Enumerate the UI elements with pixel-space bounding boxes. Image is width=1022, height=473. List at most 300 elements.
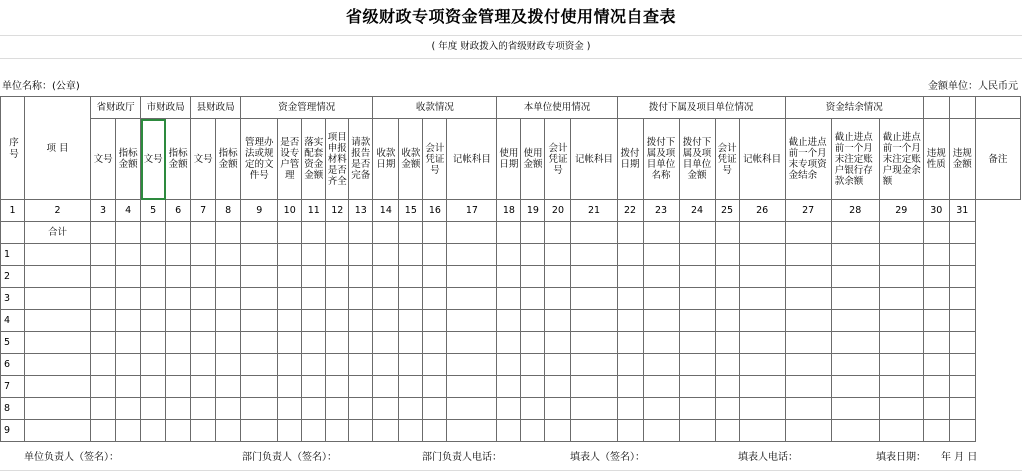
table-cell[interactable] [923, 222, 949, 244]
sub-header[interactable]: 备注 [975, 119, 1020, 200]
table-cell[interactable] [785, 332, 831, 354]
group-county-finance[interactable]: 县财政局 [191, 97, 241, 119]
table-cell[interactable] [923, 376, 949, 398]
table-cell[interactable] [191, 222, 216, 244]
table-cell[interactable] [216, 398, 241, 420]
header-cell[interactable] [923, 97, 949, 119]
table-cell[interactable] [302, 398, 326, 420]
sub-header[interactable]: 指标金额 [116, 119, 141, 200]
table-cell[interactable] [617, 354, 643, 376]
table-cell[interactable] [191, 376, 216, 398]
row-number-cell[interactable]: 9 [1, 420, 25, 442]
table-cell[interactable] [373, 332, 399, 354]
table-cell[interactable] [91, 376, 116, 398]
table-cell[interactable] [739, 354, 785, 376]
table-cell[interactable] [25, 354, 91, 376]
table-cell[interactable] [116, 332, 141, 354]
table-cell[interactable] [241, 266, 278, 288]
table-cell[interactable] [399, 222, 423, 244]
table-cell[interactable] [423, 420, 447, 442]
table-cell[interactable] [785, 244, 831, 266]
table-cell[interactable] [571, 310, 617, 332]
sub-header[interactable]: 截止进点前一个月末注定账户银行存款余额 [831, 119, 879, 200]
sub-header[interactable]: 拨付日期 [617, 119, 643, 200]
table-cell[interactable] [571, 288, 617, 310]
table-cell[interactable] [679, 332, 715, 354]
table-cell[interactable] [326, 310, 349, 332]
table-cell[interactable] [617, 332, 643, 354]
table-cell[interactable] [399, 420, 423, 442]
table-cell[interactable] [278, 376, 302, 398]
table-cell[interactable] [302, 332, 326, 354]
table-cell[interactable] [399, 310, 423, 332]
table-cell[interactable] [617, 420, 643, 442]
table-cell[interactable] [373, 420, 399, 442]
table-cell[interactable] [785, 398, 831, 420]
sub-header[interactable]: 拨付下属及项目单位金额 [679, 119, 715, 200]
table-cell[interactable] [715, 332, 739, 354]
table-cell[interactable] [216, 332, 241, 354]
table-cell[interactable] [617, 266, 643, 288]
group-city-finance[interactable]: 市财政局 [141, 97, 191, 119]
table-cell[interactable] [326, 420, 349, 442]
selected-cell[interactable]: 文号 [141, 119, 166, 200]
table-cell[interactable] [923, 288, 949, 310]
sub-header[interactable]: 拨付下属及项目单位名称 [643, 119, 679, 200]
table-cell[interactable] [571, 420, 617, 442]
table-cell[interactable] [141, 420, 166, 442]
table-cell[interactable] [949, 222, 975, 244]
table-cell[interactable] [521, 310, 545, 332]
table-cell[interactable] [216, 376, 241, 398]
row-number-cell[interactable]: 7 [1, 376, 25, 398]
table-cell[interactable] [617, 376, 643, 398]
table-cell[interactable] [25, 244, 91, 266]
table-cell[interactable] [216, 244, 241, 266]
row-number-cell[interactable]: 1 [1, 244, 25, 266]
table-cell[interactable] [739, 288, 785, 310]
table-cell[interactable] [447, 332, 497, 354]
table-cell[interactable] [643, 354, 679, 376]
table-cell[interactable] [373, 266, 399, 288]
column-number-cell[interactable]: 13 [349, 200, 373, 222]
table-cell[interactable] [715, 266, 739, 288]
table-cell[interactable] [216, 266, 241, 288]
table-cell[interactable] [278, 354, 302, 376]
table-cell[interactable] [715, 288, 739, 310]
table-cell[interactable] [278, 266, 302, 288]
table-cell[interactable] [521, 398, 545, 420]
table-cell[interactable] [241, 332, 278, 354]
table-cell[interactable] [643, 420, 679, 442]
table-cell[interactable] [166, 332, 191, 354]
table-cell[interactable] [141, 376, 166, 398]
table-cell[interactable] [831, 420, 879, 442]
table-cell[interactable] [545, 244, 571, 266]
sub-header[interactable]: 收款金额 [399, 119, 423, 200]
table-cell[interactable] [617, 310, 643, 332]
table-cell[interactable] [521, 288, 545, 310]
table-cell[interactable] [545, 266, 571, 288]
table-cell[interactable] [643, 222, 679, 244]
table-cell[interactable] [423, 266, 447, 288]
table-cell[interactable] [302, 354, 326, 376]
table-cell[interactable] [923, 266, 949, 288]
table-cell[interactable] [545, 398, 571, 420]
table-cell[interactable] [785, 310, 831, 332]
table-cell[interactable] [617, 244, 643, 266]
sub-header[interactable]: 文号 [191, 119, 216, 200]
seq-header[interactable]: 序号 [1, 97, 25, 200]
table-cell[interactable] [302, 310, 326, 332]
total-label[interactable]: 合计 [25, 222, 91, 244]
table-cell[interactable] [497, 266, 521, 288]
column-number-cell[interactable]: 10 [278, 200, 302, 222]
column-number-cell[interactable]: 3 [91, 200, 116, 222]
column-number-cell[interactable]: 18 [497, 200, 521, 222]
table-cell[interactable] [399, 376, 423, 398]
table-cell[interactable] [923, 398, 949, 420]
table-cell[interactable] [447, 222, 497, 244]
table-cell[interactable] [326, 332, 349, 354]
group-prov-finance[interactable]: 省财政厅 [91, 97, 141, 119]
column-number-cell[interactable]: 9 [241, 200, 278, 222]
column-number-cell[interactable]: 2 [25, 200, 91, 222]
table-cell[interactable] [879, 310, 923, 332]
table-cell[interactable] [116, 288, 141, 310]
table-cell[interactable] [141, 354, 166, 376]
table-cell[interactable] [91, 398, 116, 420]
group-receipt[interactable]: 收款情况 [373, 97, 497, 119]
sub-header[interactable]: 指标金额 [216, 119, 241, 200]
table-cell[interactable] [715, 310, 739, 332]
table-cell[interactable] [423, 244, 447, 266]
table-cell[interactable] [349, 288, 373, 310]
table-cell[interactable] [278, 420, 302, 442]
table-cell[interactable] [25, 288, 91, 310]
table-cell[interactable] [349, 332, 373, 354]
column-number-cell[interactable]: 20 [545, 200, 571, 222]
item-header[interactable]: 项 目 [25, 97, 91, 200]
table-cell[interactable] [715, 398, 739, 420]
table-cell[interactable] [423, 354, 447, 376]
table-cell[interactable] [447, 244, 497, 266]
table-cell[interactable] [571, 398, 617, 420]
table-cell[interactable] [643, 288, 679, 310]
table-cell[interactable] [373, 244, 399, 266]
table-cell[interactable] [545, 222, 571, 244]
table-cell[interactable] [166, 398, 191, 420]
table-cell[interactable] [949, 376, 975, 398]
table-cell[interactable] [349, 222, 373, 244]
table-cell[interactable] [949, 354, 975, 376]
table-cell[interactable] [447, 310, 497, 332]
table-cell[interactable] [643, 376, 679, 398]
table-cell[interactable] [879, 332, 923, 354]
column-number-cell[interactable]: 24 [679, 200, 715, 222]
table-cell[interactable] [349, 310, 373, 332]
table-cell[interactable] [545, 332, 571, 354]
table-cell[interactable] [521, 332, 545, 354]
column-number-cell[interactable]: 19 [521, 200, 545, 222]
table-cell[interactable] [399, 244, 423, 266]
table-cell[interactable] [373, 398, 399, 420]
table-cell[interactable] [571, 222, 617, 244]
table-cell[interactable] [349, 398, 373, 420]
table-cell[interactable] [423, 398, 447, 420]
column-number-cell[interactable]: 29 [879, 200, 923, 222]
table-cell[interactable] [216, 310, 241, 332]
table-cell[interactable] [715, 420, 739, 442]
table-cell[interactable] [497, 244, 521, 266]
sub-header[interactable]: 会计凭证号 [423, 119, 447, 200]
table-cell[interactable] [521, 222, 545, 244]
column-number-cell[interactable]: 27 [785, 200, 831, 222]
sub-header[interactable]: 是否设专户管理 [278, 119, 302, 200]
header-cell[interactable] [949, 97, 975, 119]
table-cell[interactable] [25, 420, 91, 442]
table-cell[interactable] [241, 420, 278, 442]
row-number-cell[interactable]: 5 [1, 332, 25, 354]
table-cell[interactable] [166, 354, 191, 376]
table-cell[interactable] [497, 420, 521, 442]
table-cell[interactable] [923, 354, 949, 376]
table-cell[interactable] [25, 310, 91, 332]
column-number-cell[interactable]: 12 [326, 200, 349, 222]
column-number-cell[interactable]: 7 [191, 200, 216, 222]
table-cell[interactable] [949, 310, 975, 332]
table-cell[interactable] [116, 310, 141, 332]
table-cell[interactable] [241, 244, 278, 266]
table-cell[interactable] [447, 420, 497, 442]
table-cell[interactable] [739, 244, 785, 266]
table-cell[interactable] [91, 288, 116, 310]
table-cell[interactable] [25, 398, 91, 420]
table-cell[interactable] [241, 398, 278, 420]
table-cell[interactable] [326, 244, 349, 266]
table-cell[interactable] [326, 266, 349, 288]
table-cell[interactable] [349, 354, 373, 376]
table-cell[interactable] [278, 310, 302, 332]
table-cell[interactable] [447, 398, 497, 420]
table-cell[interactable] [373, 354, 399, 376]
group-balance[interactable]: 资金结余情况 [785, 97, 923, 119]
table-cell[interactable] [949, 266, 975, 288]
column-number-cell[interactable]: 6 [166, 200, 191, 222]
table-cell[interactable] [25, 266, 91, 288]
row-number-cell[interactable]: 6 [1, 354, 25, 376]
table-cell[interactable] [373, 310, 399, 332]
table-cell[interactable] [166, 244, 191, 266]
table-cell[interactable] [141, 288, 166, 310]
table-cell[interactable] [679, 376, 715, 398]
table-cell[interactable] [949, 398, 975, 420]
table-cell[interactable] [302, 420, 326, 442]
table-cell[interactable] [643, 266, 679, 288]
row-number-cell[interactable] [1, 222, 25, 244]
table-cell[interactable] [373, 288, 399, 310]
table-cell[interactable] [423, 310, 447, 332]
table-cell[interactable] [497, 310, 521, 332]
table-cell[interactable] [545, 376, 571, 398]
table-cell[interactable] [643, 244, 679, 266]
table-cell[interactable] [571, 332, 617, 354]
table-cell[interactable] [447, 288, 497, 310]
table-cell[interactable] [831, 398, 879, 420]
table-cell[interactable] [91, 420, 116, 442]
table-cell[interactable] [497, 376, 521, 398]
table-cell[interactable] [116, 266, 141, 288]
table-cell[interactable] [617, 222, 643, 244]
table-cell[interactable] [879, 354, 923, 376]
table-cell[interactable] [141, 310, 166, 332]
table-cell[interactable] [302, 288, 326, 310]
table-cell[interactable] [278, 332, 302, 354]
table-cell[interactable] [216, 222, 241, 244]
table-cell[interactable] [785, 222, 831, 244]
table-cell[interactable] [25, 332, 91, 354]
table-cell[interactable] [191, 288, 216, 310]
table-cell[interactable] [216, 288, 241, 310]
table-cell[interactable] [241, 288, 278, 310]
table-cell[interactable] [831, 332, 879, 354]
table-cell[interactable] [831, 266, 879, 288]
table-cell[interactable] [679, 244, 715, 266]
table-cell[interactable] [141, 244, 166, 266]
column-number-cell[interactable]: 14 [373, 200, 399, 222]
table-cell[interactable] [302, 266, 326, 288]
table-cell[interactable] [715, 244, 739, 266]
table-cell[interactable] [679, 222, 715, 244]
table-cell[interactable] [739, 398, 785, 420]
table-cell[interactable] [679, 288, 715, 310]
row-number-cell[interactable]: 2 [1, 266, 25, 288]
table-cell[interactable] [545, 288, 571, 310]
table-cell[interactable] [191, 354, 216, 376]
table-cell[interactable] [447, 376, 497, 398]
table-cell[interactable] [349, 266, 373, 288]
table-cell[interactable] [191, 266, 216, 288]
table-cell[interactable] [116, 354, 141, 376]
table-cell[interactable] [521, 420, 545, 442]
column-number-cell[interactable]: 11 [302, 200, 326, 222]
table-cell[interactable] [879, 244, 923, 266]
table-cell[interactable] [399, 332, 423, 354]
table-cell[interactable] [679, 354, 715, 376]
group-allocate-lower[interactable]: 拨付下属及项目单位情况 [617, 97, 785, 119]
table-cell[interactable] [302, 244, 326, 266]
table-cell[interactable] [191, 398, 216, 420]
table-cell[interactable] [785, 376, 831, 398]
table-cell[interactable] [399, 288, 423, 310]
row-number-cell[interactable]: 3 [1, 288, 25, 310]
table-cell[interactable] [91, 222, 116, 244]
column-number-cell[interactable]: 30 [923, 200, 949, 222]
column-number-cell[interactable]: 1 [1, 200, 25, 222]
table-cell[interactable] [497, 398, 521, 420]
sub-header[interactable]: 管理办法或规定的文件号 [241, 119, 278, 200]
table-cell[interactable] [373, 222, 399, 244]
table-cell[interactable] [715, 354, 739, 376]
table-cell[interactable] [278, 222, 302, 244]
sub-header[interactable]: 落实配套资金金额 [302, 119, 326, 200]
table-cell[interactable] [879, 266, 923, 288]
table-cell[interactable] [241, 354, 278, 376]
table-cell[interactable] [423, 376, 447, 398]
table-cell[interactable] [91, 354, 116, 376]
table-cell[interactable] [545, 310, 571, 332]
table-cell[interactable] [373, 376, 399, 398]
sub-header[interactable]: 违规金额 [949, 119, 975, 200]
table-cell[interactable] [497, 222, 521, 244]
table-cell[interactable] [191, 332, 216, 354]
column-number-cell[interactable]: 8 [216, 200, 241, 222]
sub-header[interactable]: 违规性质 [923, 119, 949, 200]
group-fund-mgmt[interactable]: 资金管理情况 [241, 97, 373, 119]
table-cell[interactable] [399, 354, 423, 376]
table-cell[interactable] [879, 222, 923, 244]
column-number-cell[interactable]: 5 [141, 200, 166, 222]
table-cell[interactable] [923, 244, 949, 266]
table-cell[interactable] [923, 332, 949, 354]
table-cell[interactable] [91, 310, 116, 332]
table-cell[interactable] [423, 222, 447, 244]
table-cell[interactable] [278, 244, 302, 266]
header-cell[interactable] [975, 97, 1020, 119]
table-cell[interactable] [241, 222, 278, 244]
table-cell[interactable] [571, 354, 617, 376]
sub-header[interactable]: 文号 [91, 119, 116, 200]
table-cell[interactable] [349, 420, 373, 442]
table-cell[interactable] [715, 222, 739, 244]
sub-header[interactable]: 使用金额 [521, 119, 545, 200]
column-number-cell[interactable]: 21 [571, 200, 617, 222]
table-cell[interactable] [617, 398, 643, 420]
sub-header[interactable]: 记帐科目 [447, 119, 497, 200]
table-cell[interactable] [166, 222, 191, 244]
sub-header[interactable]: 记帐科目 [571, 119, 617, 200]
table-cell[interactable] [785, 420, 831, 442]
table-cell[interactable] [116, 420, 141, 442]
table-cell[interactable] [497, 288, 521, 310]
table-cell[interactable] [278, 288, 302, 310]
table-cell[interactable] [831, 222, 879, 244]
sub-header[interactable]: 截止进点前一个月末注定账户现金余额 [879, 119, 923, 200]
column-number-cell[interactable]: 16 [423, 200, 447, 222]
table-cell[interactable] [831, 244, 879, 266]
table-cell[interactable] [879, 420, 923, 442]
table-cell[interactable] [141, 332, 166, 354]
table-cell[interactable] [116, 376, 141, 398]
table-cell[interactable] [302, 376, 326, 398]
table-cell[interactable] [571, 376, 617, 398]
table-cell[interactable] [521, 266, 545, 288]
table-cell[interactable] [166, 266, 191, 288]
table-cell[interactable] [739, 420, 785, 442]
table-cell[interactable] [191, 310, 216, 332]
table-cell[interactable] [166, 420, 191, 442]
table-cell[interactable] [399, 266, 423, 288]
column-number-cell[interactable]: 25 [715, 200, 739, 222]
column-number-cell[interactable]: 31 [949, 200, 975, 222]
table-cell[interactable] [447, 354, 497, 376]
table-cell[interactable] [739, 310, 785, 332]
table-cell[interactable] [949, 288, 975, 310]
table-cell[interactable] [91, 244, 116, 266]
column-number-cell[interactable]: 22 [617, 200, 643, 222]
table-cell[interactable] [278, 398, 302, 420]
table-cell[interactable] [141, 266, 166, 288]
